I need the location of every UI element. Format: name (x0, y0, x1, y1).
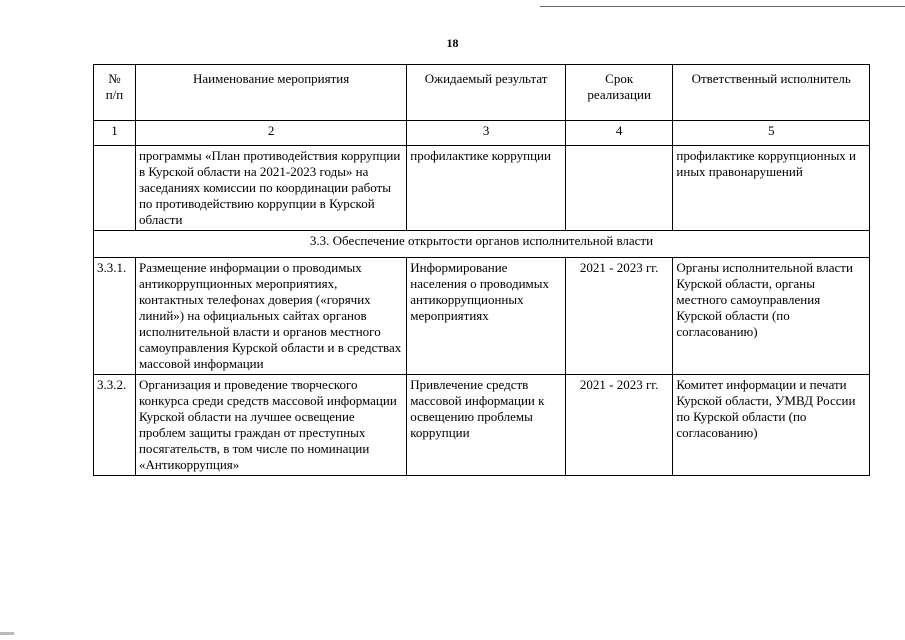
measures-table (93, 64, 870, 476)
row-result: Информирование населения о проводимых антикоррупционных мероприятиях (407, 258, 566, 375)
row-responsible: Комитет информации и печати Курской области, УМВД России по Курской области (по согласованию) (673, 375, 870, 476)
row-number: 3.3.2. (94, 375, 136, 476)
header-term: Срок реализации (565, 65, 672, 121)
row-responsible: профилактике коррупционных и иных правонарушений (673, 146, 870, 231)
header-result: Ожидаемый результат (407, 65, 566, 121)
table-header-row (94, 65, 870, 121)
section-title: 3.3. Обеспечение открытости органов исполнительной власти (94, 231, 870, 258)
row-term (565, 146, 672, 231)
header-responsible: Ответственный исполнитель (673, 65, 870, 121)
row-result: Привлечение средств массовой информации к освещению проблемы коррупции (407, 375, 566, 476)
section-row (94, 231, 870, 258)
row-result: профилактике коррупции (407, 146, 566, 231)
column-number: 3 (407, 121, 566, 146)
scan-edge-mark (0, 632, 14, 635)
column-number: 5 (673, 121, 870, 146)
row-name: Размещение информации о проводимых антикоррупционных мероприятиях, контактных телефонах доверия («горячих линий») на официальных сайтах органов исполнительной власти и органов местного самоуправления Курской области и в средствах массовой информации (135, 258, 406, 375)
row-term: 2021 - 2023 гг. (565, 375, 672, 476)
row-name: программы «План противодействия коррупции в Курской области на 2021-2023 годы» на заседаниях комиссии по координации работы по противодействию коррупции в Курской области (135, 146, 406, 231)
table-row (94, 258, 870, 375)
row-number (94, 146, 136, 231)
column-number: 4 (565, 121, 672, 146)
row-number: 3.3.1. (94, 258, 136, 375)
row-name: Организация и проведение творческого конкурса среди средств массовой информации Курской области на лучшее освещение проблем защиты граждан от преступных посягательств, в том числе по номинации «Антикоррупция» (135, 375, 406, 476)
page-number: 18 (446, 36, 459, 50)
header-number: № п/п (94, 65, 136, 121)
column-numbers-row (94, 121, 870, 146)
table-row-continuation (94, 146, 870, 231)
row-term: 2021 - 2023 гг. (565, 258, 672, 375)
column-number: 2 (135, 121, 406, 146)
table-row (94, 375, 870, 476)
header-name: Наименование мероприятия (135, 65, 406, 121)
top-rule (540, 6, 905, 7)
row-responsible: Органы исполнительной власти Курской области, органы местного самоуправления Курской области (по согласованию) (673, 258, 870, 375)
column-number: 1 (94, 121, 136, 146)
